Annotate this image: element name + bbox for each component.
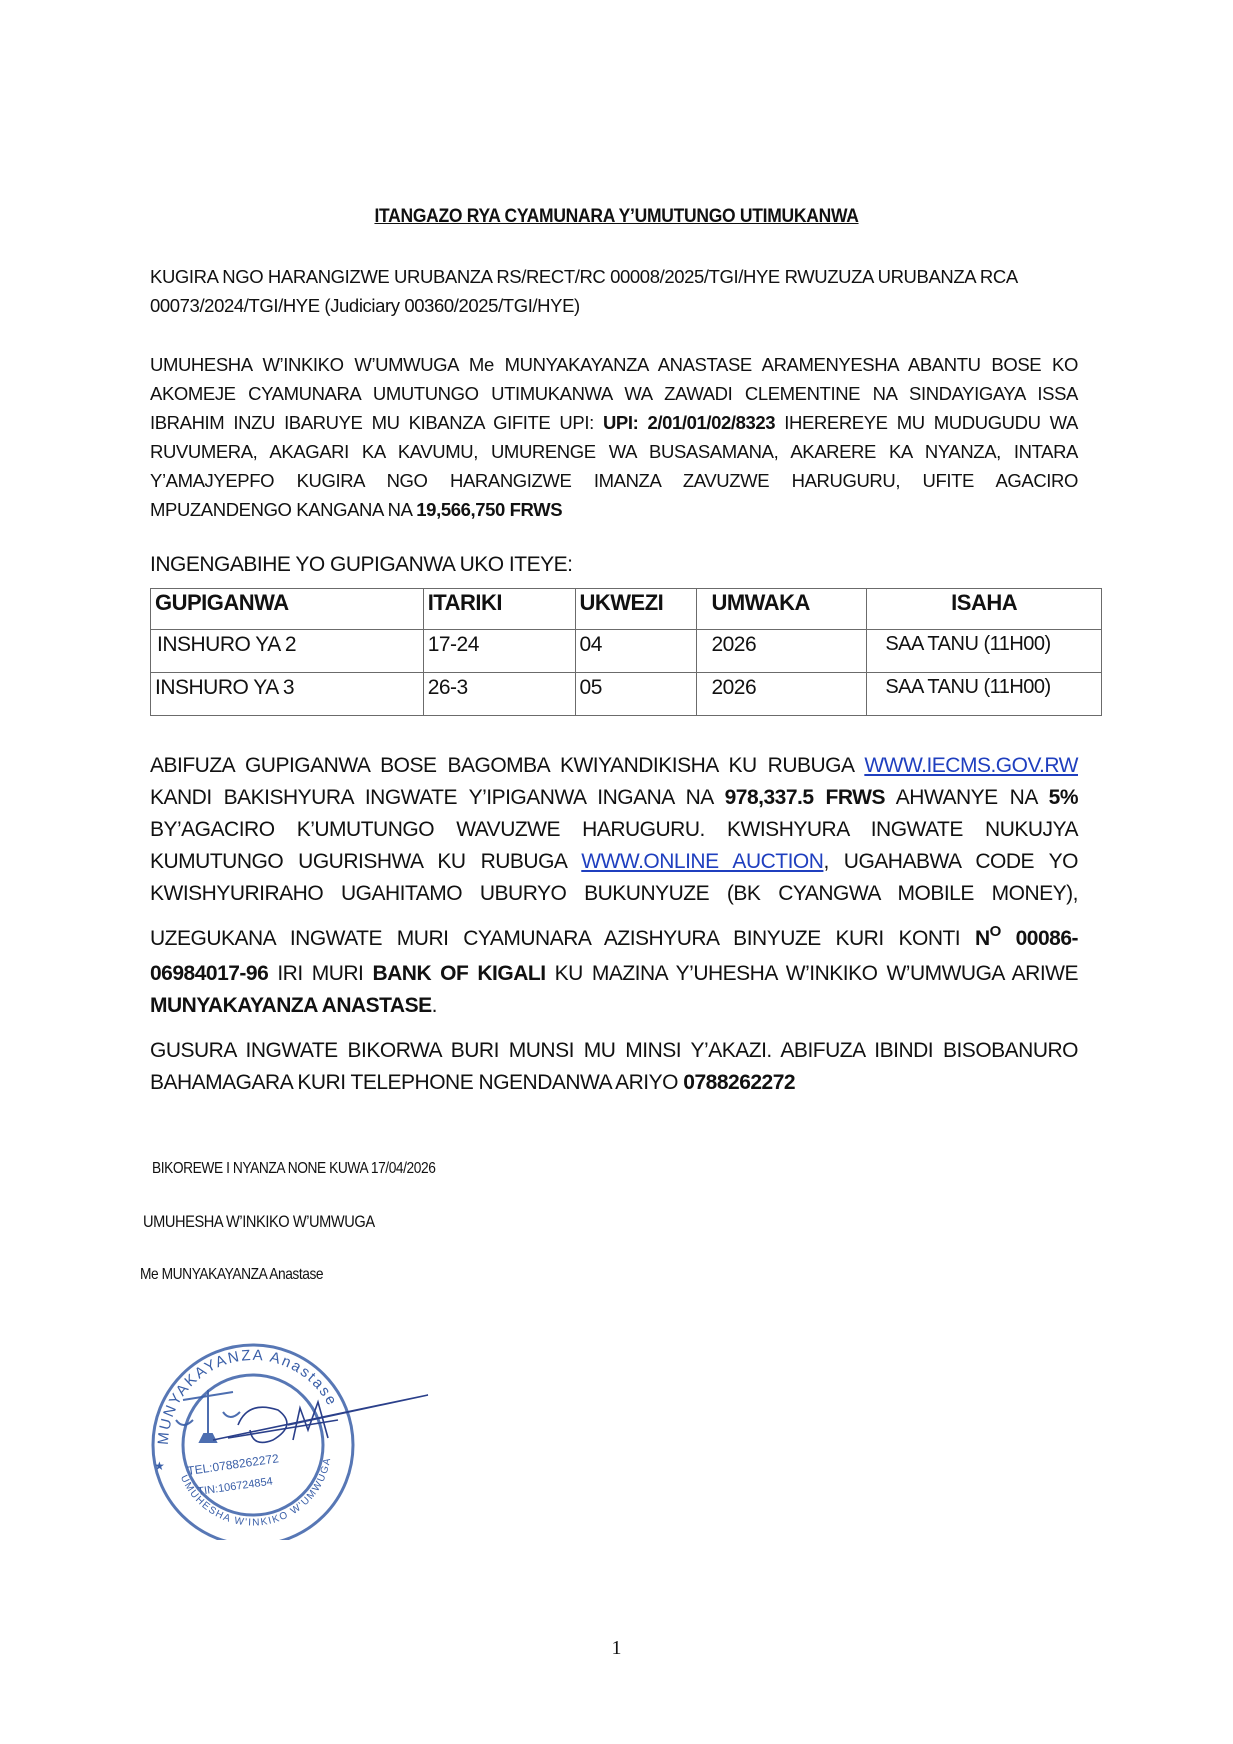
place-date-line (152, 1160, 435, 1178)
case-line-1: KUGIRA NGO HARANGIZWE URUBANZA RS/RECT/RC 00008/2025/TGI/HYE RWUZUZA URUBANZA RCA (150, 266, 1018, 287)
text: UZEGUKANA INGWATE MURI CYAMUNARA AZISHYURA BINYUZE KURI KONTI (150, 927, 975, 950)
text: , UGAHABWA CODE YO (823, 850, 1078, 873)
cell-round: INSHURO YA 3 (151, 673, 424, 716)
text: . (431, 994, 437, 1017)
stamp-tin: TIN:106724854 (196, 1475, 274, 1498)
property-value: 19,566,750 FRWS (416, 499, 563, 520)
deposit-percent: 5% (1048, 786, 1078, 809)
line (150, 958, 1078, 990)
location-text: IHEREREYE MU MUDUGUDU WA RUVUMERA, AKAGARI KA KAVUMU, UMURENGE WA BUSASAMANA, AKARERE KA NYANZA, INTARA Y’AMAJYEPFO KUGIRA NGO HARANGIZWE IMANZA ZAVUZWE HARUGURU, UFITE AGACIRO MPUZANDENGO KANGANA NA (150, 412, 1078, 520)
upi-value: UPI: 2/01/01/02/8323 (602, 412, 776, 433)
stamp-bottom-text: UMUHESHA W'INKIKO W'UMWUGA (177, 1456, 334, 1529)
signatory-role: UMUHESHA W’INKIKO W’UMWUGA (143, 1212, 375, 1231)
line (150, 846, 1078, 878)
stamp-seal-icon (138, 1330, 438, 1540)
text: BAHAMAGARA KURI TELEPHONE NGENDANWA ARIYO (150, 1071, 684, 1094)
header-gupiganwa: GUPIGANWA (151, 589, 424, 630)
line: GUSURA INGWATE BIKORWA BURI MUNSI MU MINSI Y’AKAZI. ABIFUZA IBINDI BISOBANURO (150, 1039, 1078, 1062)
announcement-text: UMUHESHA W’INKIKO W’UMWUGA Me MUNYAKAYANZA ANASTASE ARAMENYESHA ABANTU BOSE KO AKOMEJE CYAMUNARA UMUTUNGO UTIMUKANWA WA ZAWADI CLEMENTINE NA SINDAYIGAYA ISSA IBRAHIM INZU IBARUYE MU KIBANZA GIFITE UPI: (150, 354, 1078, 433)
header-itariki: ITARIKI (423, 589, 575, 630)
no-letter: N (974, 927, 990, 950)
phone-number: 0788262272 (683, 1071, 796, 1094)
text: IRI MURI (268, 962, 373, 985)
stamp-top-text: MUNYAKAYANZA Anastase (154, 1346, 341, 1446)
account-number-end: 06984017-96 (150, 962, 269, 985)
page-number: 1 (611, 1637, 622, 1659)
line (150, 750, 1078, 782)
svg-text:MUNYAKAYANZA Anastase (155, 1347, 341, 1446)
online-auction-link[interactable]: WWW.ONLINE AUCTION (581, 850, 824, 873)
text: KUMUTUNGO UGURISHWA KU RUBUGA (150, 850, 582, 873)
schedule-label: INGENGABIHE YO GUPIGANWA UKO ITEYE: (150, 553, 573, 576)
table-header-row (151, 589, 1102, 630)
case-reference-paragraph (150, 262, 1078, 320)
text: ABIFUZA GUPIGANWA BOSE BAGOMBA KWIYANDIKISHA KU RUBUGA (150, 754, 865, 777)
line (150, 782, 1078, 814)
bailiff-name: MUNYAKAYANZA ANASTASE (150, 994, 432, 1017)
case-line-2: 00073/2024/TGI/HYE (Judiciary 00360/2025/TGI/HYE) (150, 295, 580, 316)
signatory-name: Me MUNYAKAYANZA Anastase (140, 1266, 324, 1283)
announcement-paragraph (150, 350, 1078, 524)
auction-schedule-table (150, 588, 1102, 716)
line (150, 913, 1078, 958)
account-no-label (974, 923, 1078, 950)
line: BY’AGACIRO K’UMUTUNGO WAVUZWE HARUGURU. KWISHYURA INGWATE NUKUJYA (150, 818, 1078, 841)
cell-month: 04 (575, 630, 697, 673)
header-umwaka: UMWAKA (697, 589, 867, 630)
line: KWISHYURIRAHO UGAHITAMO UBURYO BUKUNYUZE (BK CYANGWA MOBILE MONEY), (150, 882, 1078, 905)
deposit-amount: 978,337.5 FRWS (724, 786, 885, 809)
text: AHWANYE NA (884, 786, 1049, 809)
cell-dates: 17-24 (423, 630, 575, 673)
cell-month: 05 (575, 673, 697, 716)
table-row (151, 630, 1102, 673)
stamp-tel: TEL:0788262272 (186, 1451, 280, 1478)
table-row (151, 673, 1102, 716)
cell-time: SAA TANU (11H00) (867, 630, 1102, 673)
iecms-link[interactable]: WWW.IECMS.GOV.RW (864, 754, 1078, 777)
text: KU MAZINA Y’UHESHA W’INKIKO W’UMWUGA ARIWE (545, 962, 1079, 985)
line (150, 1067, 1078, 1099)
cell-year: 2026 (697, 630, 867, 673)
bank-name: BANK OF KIGALI (372, 962, 546, 985)
header-isaha: ISAHA (867, 589, 1102, 630)
account-number-start: 00086- (1000, 927, 1078, 950)
text: KANDI BAKISHYURA INGWATE Y’IPIGANWA INGANA NA (150, 786, 725, 809)
line (150, 990, 1078, 1022)
no-superscript: O (989, 923, 1001, 940)
cell-year: 2026 (697, 673, 867, 716)
page-title: ITANGAZO RYA CYAMUNARA Y’UMUTUNGO UTIMUKANWA (374, 206, 859, 227)
cell-time: SAA TANU (11H00) (867, 673, 1102, 716)
header-ukwezi: UKWEZI (575, 589, 697, 630)
place-label: BIKOREWE I NYANZA NONE KUWA (152, 1160, 371, 1177)
visit-paragraph (150, 1035, 1078, 1099)
official-stamp (138, 1330, 438, 1540)
svg-text:★: ★ (154, 1459, 165, 1473)
cell-dates: 26-3 (423, 673, 575, 716)
registration-paragraph (150, 750, 1078, 1022)
cell-round: INSHURO YA 2 (151, 630, 424, 673)
signature-date: 17/04/2026 (370, 1160, 436, 1177)
signature-scribble-icon (213, 1395, 428, 1442)
